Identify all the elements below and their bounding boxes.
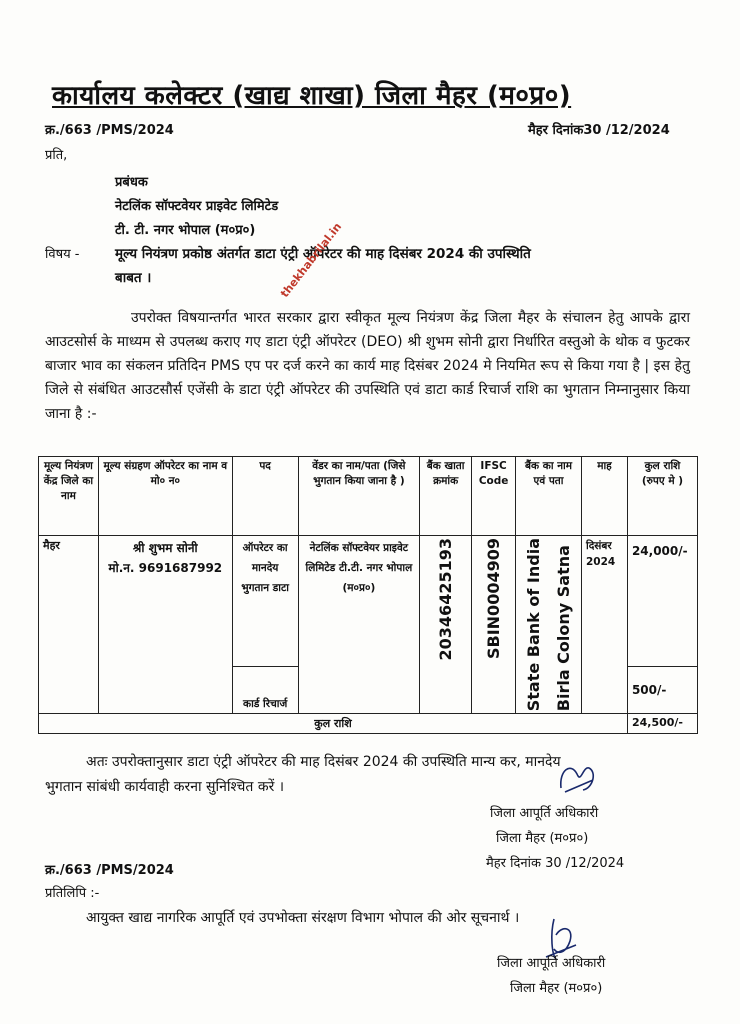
closing-line-2: भुगतान सांबंधी कार्यवाही करना सुनिश्चित करें । [45, 779, 285, 795]
signature-1-district: जिला मैहर (म०प्र०) [496, 831, 589, 846]
copy-label: प्रतिलिपि :- [45, 886, 100, 901]
cell-bank [516, 536, 582, 714]
total-amount: 24,500/- [627, 714, 697, 734]
office-title: कार्यालय कलेक्टर (खाद्य शाखा) जिला मैहर (म०प्र०) [52, 81, 572, 111]
cell-month: दिसंबर 2024 [582, 536, 628, 714]
reference-number: क्र./663 /PMS/2024 [45, 123, 174, 138]
issue-date: मैहर दिनांक30 /12/2024 [528, 123, 670, 138]
header-month: माह [582, 457, 628, 536]
signature-1-designation: जिला आपूर्ति अधिकारी [490, 806, 599, 821]
header-account: बैंक खाता क्रमांक [420, 457, 472, 536]
cell-account [420, 536, 472, 714]
operator-name: श्री शुभम सोनी [132, 541, 198, 555]
copy-reference-number: क्र./663 /PMS/2024 [45, 863, 174, 878]
recipient-designation: प्रबंधक [115, 175, 148, 190]
header-vendor: वेंडर का नाम/पता (जिसे भुगतान किया जाना है ) [298, 457, 420, 536]
bank-name: State Bank of India [524, 538, 544, 712]
signature-mark-1 [553, 758, 603, 798]
account-number: 20346425193 [436, 538, 456, 661]
header-bank: बैंक का नाम एवं पता [516, 457, 582, 536]
signature-2-designation: जिला आपूर्ति अधिकारी [497, 956, 606, 971]
ifsc-code: SBIN0004909 [484, 538, 504, 659]
recipient-company: नेटलिंक सॉफ्टवेयर प्राइवेट लिमिटेड [115, 199, 279, 214]
recipient-address: टी. टी. नगर भोपाल (म०प्र०) [115, 223, 256, 238]
total-label: कुल राशि [39, 714, 628, 734]
table-row [39, 536, 698, 667]
subject-line-1: मूल्य नियंत्रण प्रकोष्ठ अंतर्गत डाटा एंट्री ऑपरेटर की माह दिसंबर 2024 की उपस्थिति [115, 246, 531, 262]
signature-2-district: जिला मैहर (म०प्र०) [510, 981, 603, 996]
closing-line-1: अतः उपरोक्तानुसार डाटा एंट्री ऑपरेटर की माह दिसंबर 2024 की उपस्थिति मान्य कर, मानदेय [86, 754, 561, 770]
cell-vendor: नेटलिंक सॉफ्टवेयर प्राइवेट लिमिटेड टी.टी. नगर भोपाल (म०प्र०) [298, 536, 420, 714]
cell-amount-honorarium: 24,000/- [627, 536, 697, 667]
subject-line-2: बाबत । [115, 270, 152, 286]
prati-label: प्रति, [45, 148, 68, 163]
watermark: thekhabrilal.in [278, 220, 345, 301]
cell-operator [98, 536, 232, 714]
cell-post-honorarium: ऑपरेटर का मानदेय भुगतान डाटा [232, 536, 298, 667]
header-operator: मूल्य संग्रहण ऑपरेटर का नाम व मो० न० [98, 457, 232, 536]
table-header-row [39, 457, 698, 536]
body-paragraph: उपरोक्त विषयान्तर्गत भारत सरकार द्वारा स्वीकृत मूल्य नियंत्रण केंद्र जिला मैहर के संचालन हेतु आपके द्वारा आउटसोर्स के माध्यम से उपलब्ध कराए गए डाटा एंट्री ऑपरेटर (DEO) श्री शुभम सोनी द्वारा निर्धारित वस्तुओ के थोक व फुटकर बाजार भाव का संकलन प्रतिदिन PMS एप पर दर्ज करने का कार्य माह दिसंबर 2024 मे नियमित रूप से किया गया है | इस हेतु जिले से संबंधित आउटसौर्स एजेंसी के डाटा एंट्री ऑपरेटर की उपस्थिति एवं डाटा कार्ड रिचार्ज राशि का भुगतान निम्नानुसार किया जाना है :- [45, 310, 690, 422]
cell-district: मैहर [39, 536, 99, 714]
cell-ifsc [472, 536, 516, 714]
header-district: मूल्य नियंत्रण केंद्र जिले का नाम [39, 457, 99, 536]
signature-1-date: मैहर दिनांक 30 /12/2024 [486, 856, 625, 871]
copy-text: आयुक्त खाद्य नागरिक आपूर्ति एवं उपभोक्ता संरक्षण विभाग भोपाल की ओर सूचनार्थ । [86, 910, 520, 926]
header-post: पद [232, 457, 298, 536]
cell-post-recharge: कार्ड रिचार्ज [232, 666, 298, 713]
payment-table [38, 456, 698, 734]
operator-mobile: मो.न. 9691687992 [108, 561, 223, 575]
subject-label: विषय - [45, 247, 80, 262]
total-row [39, 714, 698, 734]
header-ifsc: IFSC Code [472, 457, 516, 536]
cell-amount-recharge: 500/- [627, 666, 697, 713]
bank-branch: Birla Colony Satna [553, 545, 573, 712]
header-amount: कुल राशि (रुपए मे ) [627, 457, 697, 536]
